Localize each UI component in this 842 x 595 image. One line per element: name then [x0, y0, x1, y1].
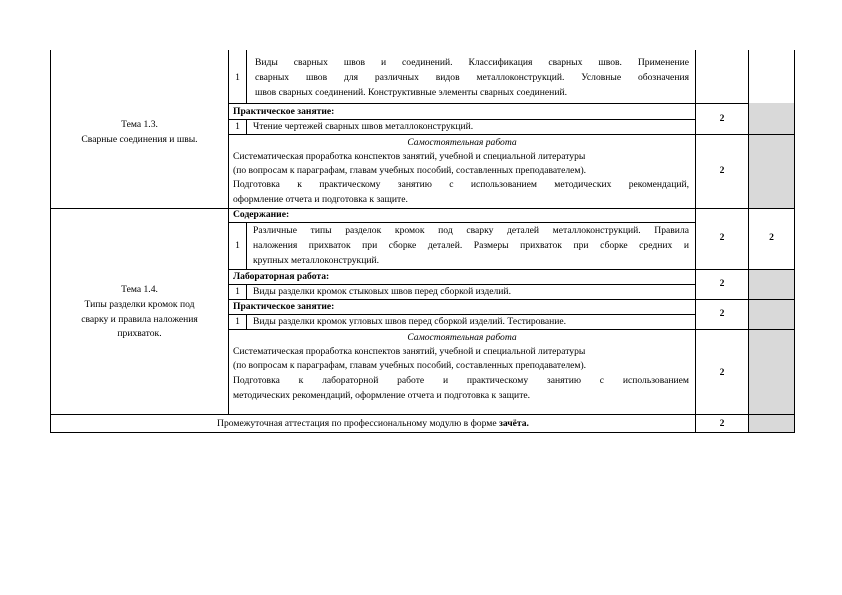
- content-text: крупных металлоконструкций.: [253, 255, 379, 266]
- practice-heading: Практическое занятие:: [233, 301, 335, 312]
- hours-value: 2: [719, 232, 725, 243]
- practice-item: Чтение чертежей сварных швов металлоконструкций.: [253, 121, 474, 132]
- shaded-cell: [748, 269, 794, 414]
- lab-heading: Лабораторная работа:: [233, 271, 330, 282]
- practice-heading: Практическое занятие:: [233, 106, 335, 117]
- row-number: 1: [235, 240, 240, 251]
- self-work-text: Подготовка к лабораторной работе и практическому занятию с использованием: [233, 375, 689, 386]
- self-work-heading: Самостоятельная работа: [407, 332, 517, 343]
- topic-name: Сварные соединения и швы.: [81, 134, 198, 145]
- topic-title: Тема 1.4.: [121, 284, 158, 295]
- table-border: [794, 50, 795, 432]
- self-work-text: Систематическая проработка конспектов занятий, учебной и специальной литературы: [233, 346, 586, 357]
- table-border: [50, 50, 51, 432]
- content-text: швов сварных соединений. Конструктивные элементы сварных соединений.: [255, 87, 567, 98]
- table-border: [228, 50, 229, 414]
- self-work-heading: Самостоятельная работа: [407, 137, 517, 148]
- content-text: наложения прихваток при сборке деталей. Размеры прихваток при сборке средних и: [253, 240, 689, 251]
- topic-title: Тема 1.3.: [121, 119, 158, 130]
- shaded-cell: [748, 414, 794, 432]
- row-divider: [50, 208, 795, 209]
- practice-item: Виды разделки кромок угловых швов перед сборкой изделий. Тестирование.: [253, 316, 567, 327]
- table-border: [246, 222, 247, 269]
- self-work-text: Систематическая проработка конспектов занятий, учебной и специальной литературы: [233, 151, 586, 162]
- shaded-cell: [748, 103, 794, 208]
- topic-name: сварку и правила наложения: [81, 314, 198, 325]
- attestation-form: зачёта.: [498, 418, 529, 429]
- self-work-text: (по вопросам к параграфам, главам учебных пособий, составленных преподавателем).: [233, 360, 587, 371]
- topic-name: Типы разделки кромок под: [84, 299, 195, 310]
- content-heading: Содержание:: [233, 209, 290, 220]
- table-border: [246, 314, 247, 329]
- hours-value: 2: [719, 418, 725, 429]
- table-border: [246, 284, 247, 299]
- table-border: [246, 50, 247, 103]
- row-number: 1: [235, 286, 240, 297]
- attestation-text: Промежуточная аттестация по профессиональному модулю в форме: [217, 418, 497, 429]
- level-value: 2: [769, 232, 774, 243]
- hours-value: 2: [719, 113, 725, 124]
- self-work-text: (по вопросам к параграфам, главам учебных пособий, составленных преподавателем).: [233, 165, 587, 176]
- row-number: 1: [235, 316, 240, 327]
- content-text: Различные типы разделок кромок под сварку деталей металлоконструкций. Правила: [253, 225, 689, 236]
- hours-value: 2: [719, 308, 725, 319]
- topic-name: прихваток.: [117, 328, 162, 339]
- hours-value: 2: [719, 278, 725, 289]
- table-border: [246, 119, 247, 134]
- self-work-text: методических рекомендаций, оформление отчета и подготовка к защите.: [233, 390, 531, 401]
- row-number: 1: [235, 121, 240, 132]
- self-work-text: оформление отчета и подготовка к защите.: [233, 194, 408, 205]
- row-divider: [50, 414, 795, 415]
- self-work-text: Подготовка к практическому занятию с использованием методических рекомендаций,: [233, 179, 689, 190]
- hours-value: 2: [719, 165, 725, 176]
- table-border: [50, 432, 795, 433]
- hours-value: 2: [719, 367, 725, 378]
- row-number: 1: [235, 72, 240, 83]
- content-text: сварных швов для различных видов металлоконструкций. Условные обозначения: [255, 72, 689, 83]
- attestation-row: [51, 416, 695, 431]
- lab-item: Виды разделки кромок стыковых швов перед сборкой изделий.: [253, 286, 511, 297]
- content-text: Виды сварных швов и соединений. Классификация сварных швов. Применение: [255, 57, 689, 68]
